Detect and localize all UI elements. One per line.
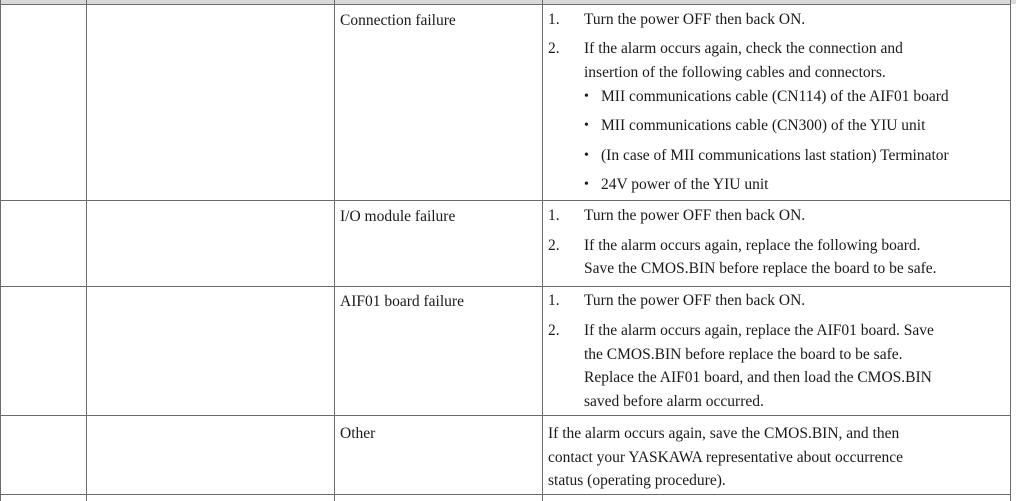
step-text: If the alarm occurs again, check the connection and <box>584 40 903 57</box>
remedy-text: If the alarm occurs again, save the CMOS.BIN, and then <box>548 425 900 442</box>
bullet-text: MII communications cable (CN114) of the AIF01 board <box>601 88 949 105</box>
bullet-text: MII communications cable (CN300) of the YIU unit <box>601 117 926 134</box>
step-number: 2. <box>548 237 560 254</box>
step-text: saved before alarm occurred. <box>584 392 764 410</box>
cause-cell: I/O module failure <box>340 208 456 225</box>
step-number: 1. <box>548 207 560 224</box>
step-text: insertion of the following cables and connectors. <box>584 64 886 81</box>
step-text: If the alarm occurs again, replace the following board. <box>584 237 921 254</box>
cause-cell: Other <box>340 425 376 442</box>
step-text: Replace the AIF01 board, and then load the CMOS.BIN <box>584 369 932 386</box>
column-divider <box>542 0 543 501</box>
column-divider <box>334 0 335 501</box>
row-divider <box>0 286 1011 287</box>
cause-cell: AIF01 board failure <box>340 293 464 310</box>
step-number: 1. <box>548 292 560 309</box>
bullet-icon: • <box>584 118 589 133</box>
step-text: the CMOS.BIN before replace the board to be safe. <box>584 345 903 363</box>
bullet-icon: • <box>584 89 589 104</box>
row-divider <box>0 200 1011 201</box>
table-border-left <box>0 0 1 501</box>
row-divider <box>0 494 1011 495</box>
step-text: Turn the power OFF then back ON. <box>584 11 806 28</box>
column-divider <box>86 0 87 501</box>
bullet-text: (In case of MII communications last station) Terminator <box>601 147 949 164</box>
bullet-icon: • <box>584 177 589 192</box>
bullet-icon: • <box>584 148 589 163</box>
step-number: 2. <box>548 322 560 339</box>
step-number: 1. <box>548 11 560 28</box>
step-number: 2. <box>548 40 560 57</box>
row-divider <box>0 4 1011 5</box>
step-text: If the alarm occurs again, replace the AIF01 board. Save <box>584 322 934 339</box>
step-text: Turn the power OFF then back ON. <box>584 207 806 224</box>
row-divider <box>0 415 1011 416</box>
cause-cell: Connection failure <box>340 12 456 29</box>
bullet-text: 24V power of the YIU unit <box>601 176 769 193</box>
step-text: Turn the power OFF then back ON. <box>584 292 806 309</box>
remedy-text: status (operating procedure). <box>548 472 726 489</box>
remedy-text: contact your YASKAWA representative about occurrence <box>548 448 903 466</box>
table-border-right <box>1010 0 1011 501</box>
step-text: Save the CMOS.BIN before replace the board to be safe. <box>584 260 937 277</box>
